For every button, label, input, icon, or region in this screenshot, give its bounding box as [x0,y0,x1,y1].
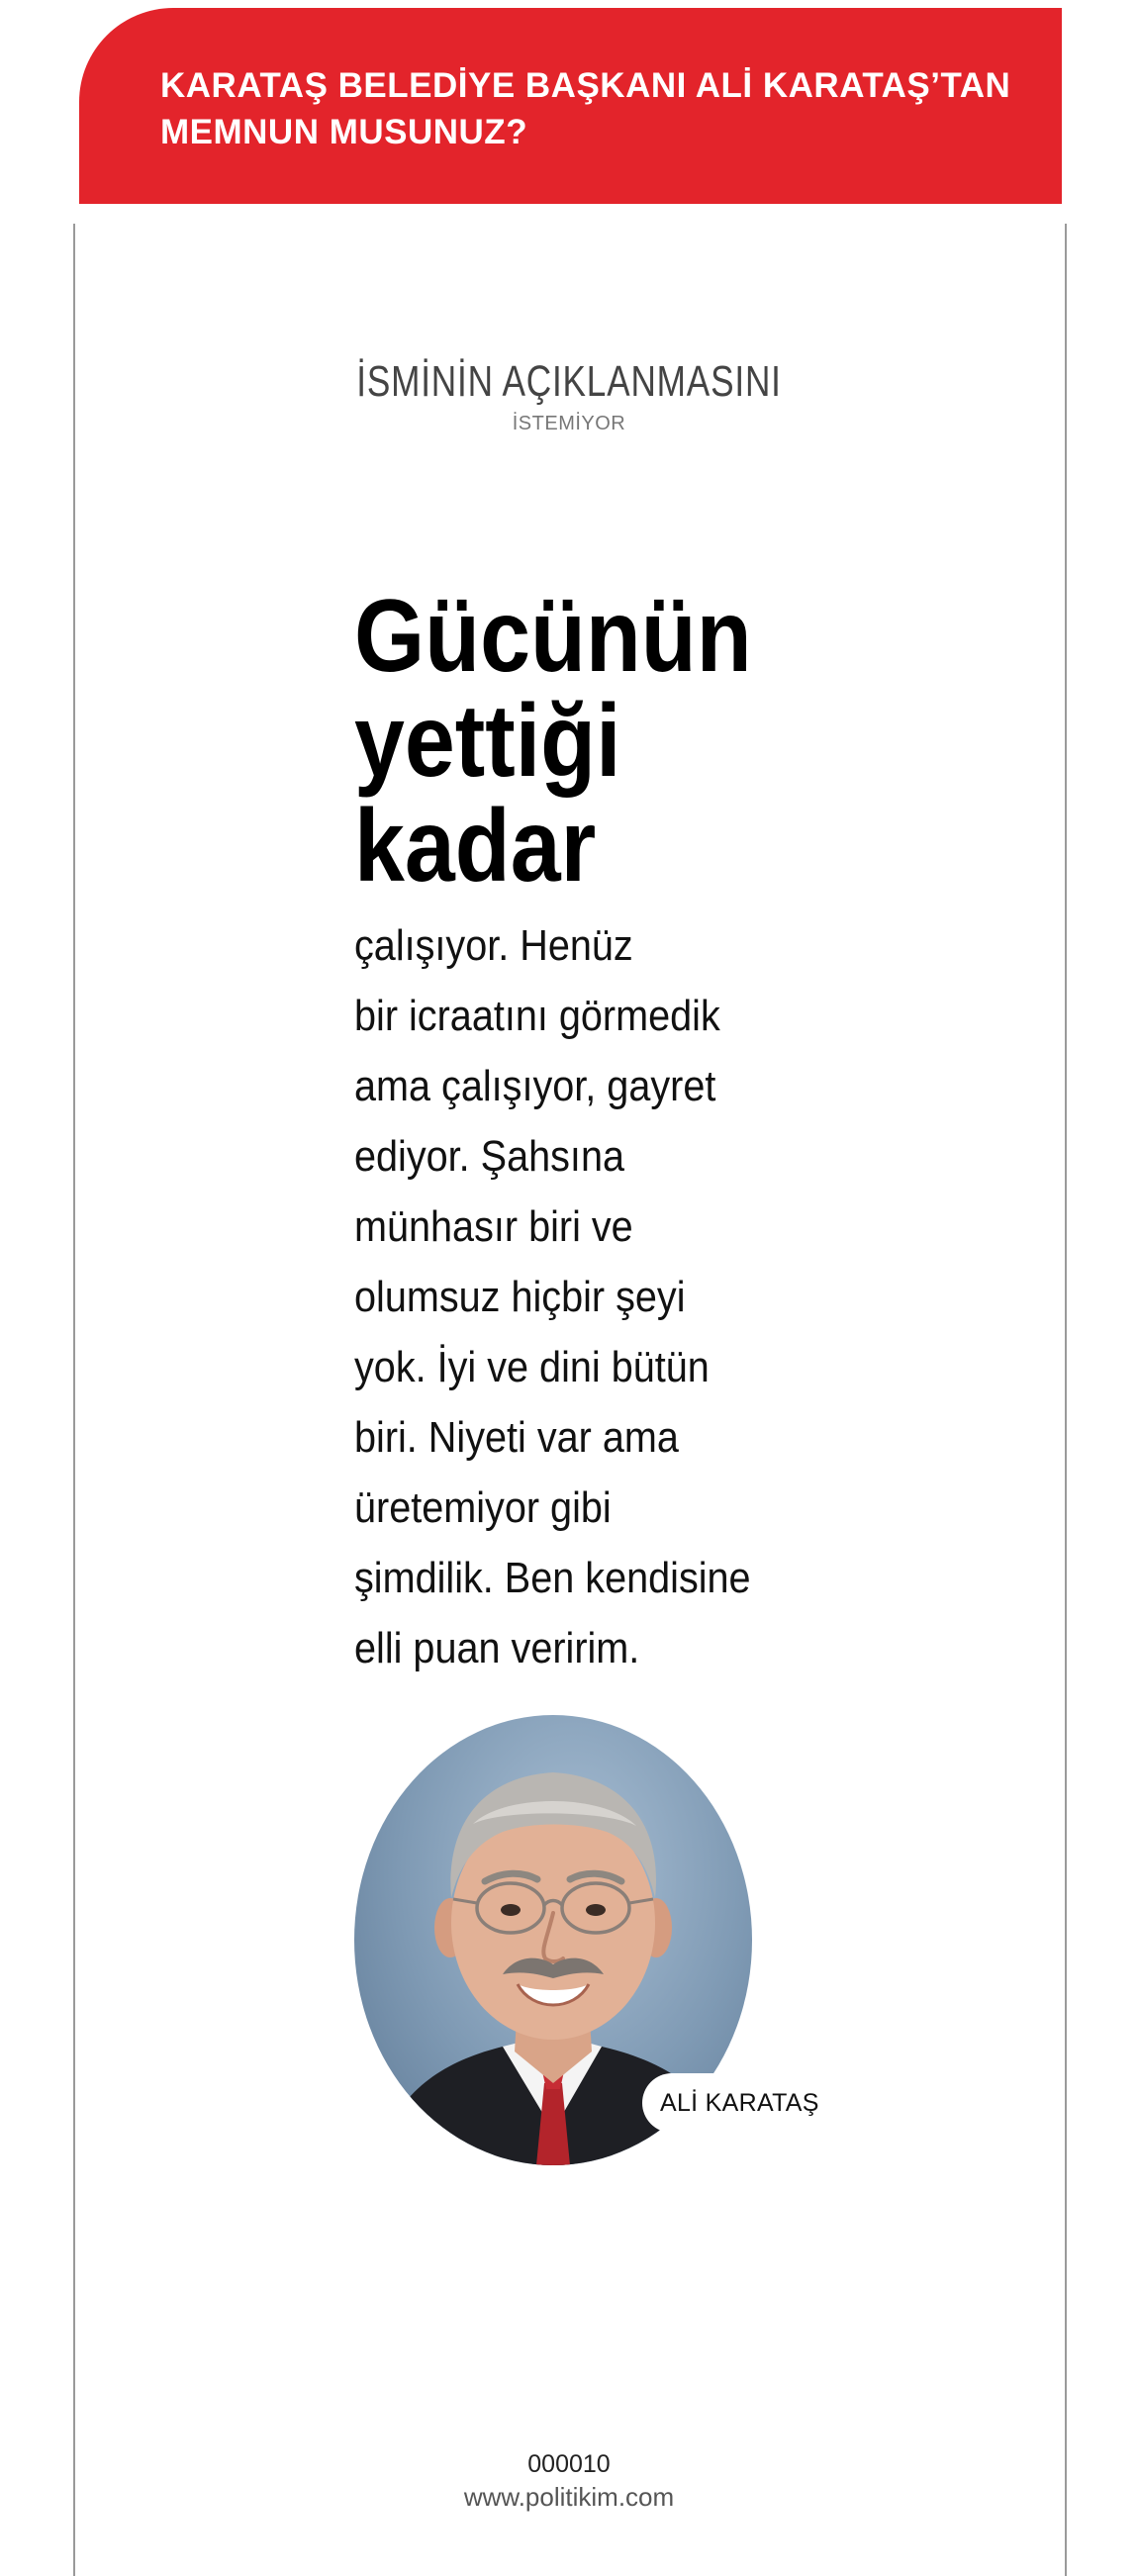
portrait-name-tag: ALİ KARATAŞ [642,2073,837,2133]
answer-headline: Gücünün yettiği kadar [354,579,752,904]
answer-block [354,579,869,1683]
page-code: 000010 [527,2450,611,2478]
answer-body: çalışıyor. Henüz bir icraatını görmedik ama çalışıyor, gayret ediyor. Şahsına münhasır biri ve olumsuz hiçbir şeyi yok. İyi ve dini bütün biri. Niyeti var ama üretemiyor gibi şimdilik. Ben kendisine elli puan veririm. [354,921,751,1672]
website-link[interactable]: www.politikim.com [463,2482,675,2512]
respondent-name: İSMİNİN AÇIKLANMASINI [356,357,782,406]
respondent-note: İSTEMİYOR [512,413,626,434]
header-banner [79,8,1062,204]
header-title: KARATAŞ BELEDİYE BAŞKANI ALİ KARATAŞ’TAN MEMNUN MUSUNUZ? [160,66,1011,151]
frame-right-line [1065,224,1067,2576]
frame-left-line [73,224,75,2576]
